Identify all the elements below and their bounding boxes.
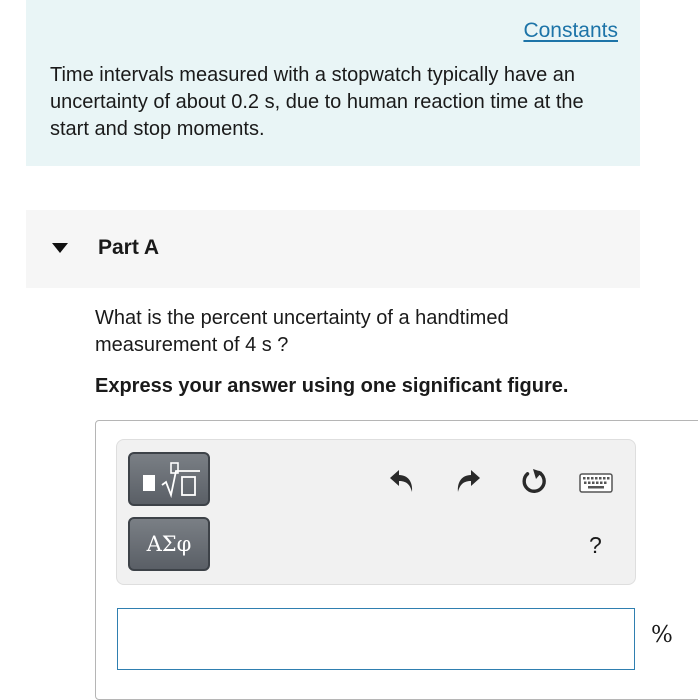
- symbols-label: ΑΣφ: [146, 532, 192, 556]
- answer-box: [95, 420, 698, 700]
- intro-text: Time intervals measured with a stopwatch typically have an uncertainty of about 0.2 s, due to human reaction time at the start and stop moments.: [50, 64, 584, 140]
- unit-label: %: [651, 622, 673, 648]
- instruction-text: Express your answer using one significant figure.: [95, 375, 569, 397]
- templates-icon: [143, 475, 155, 491]
- constants-link[interactable]: Constants: [523, 19, 618, 42]
- caret-down-icon[interactable]: [52, 243, 68, 253]
- answer-input[interactable]: [117, 608, 635, 670]
- templates-button[interactable]: [128, 452, 210, 506]
- symbols-button[interactable]: [128, 517, 210, 571]
- radical-icon: [160, 461, 204, 499]
- redo-icon[interactable]: [453, 468, 481, 494]
- math-toolbar: [116, 439, 636, 585]
- undo-icon[interactable]: [389, 468, 417, 494]
- part-a-header[interactable]: [26, 210, 640, 288]
- question-text: What is the percent uncertainty of a handtimed measurement of 4 s ?: [95, 307, 509, 356]
- reset-icon[interactable]: [519, 467, 549, 497]
- intro-panel: [26, 0, 640, 166]
- help-button[interactable]: ?: [589, 532, 602, 558]
- keyboard-icon[interactable]: [579, 473, 613, 493]
- part-title: Part A: [98, 236, 160, 259]
